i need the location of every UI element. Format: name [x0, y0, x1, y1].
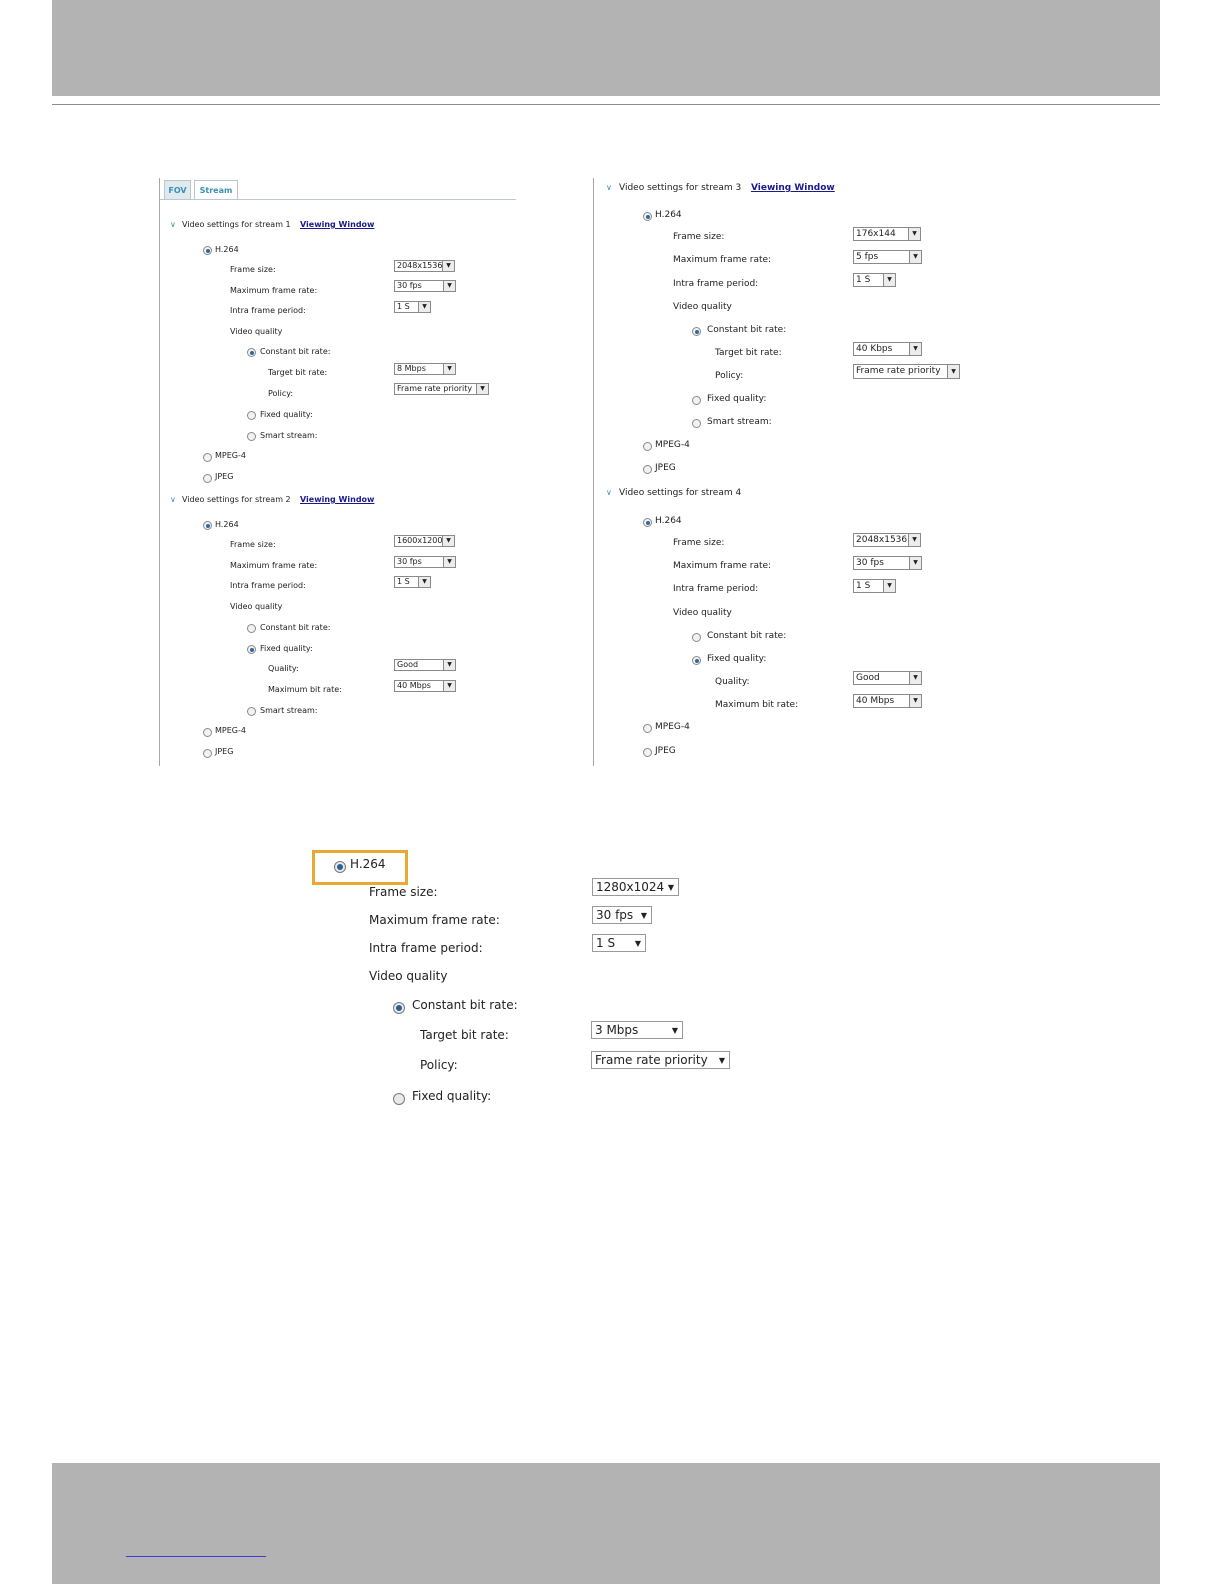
dropdown-arrow-icon: ▼: [442, 536, 454, 546]
stream2-frame-size-select[interactable]: 1600x1200 ▼: [394, 535, 455, 547]
zoom-h264-label: H.264: [350, 857, 386, 871]
zoom-cbr-radio[interactable]: [393, 1002, 405, 1014]
stream4-fixed-quality-radio[interactable]: [692, 656, 701, 665]
dropdown-arrow-icon: ▼: [442, 261, 454, 271]
stream1-smart-stream-radio[interactable]: [247, 432, 256, 441]
zoom-intra-select[interactable]: 1 S ▼: [592, 934, 646, 952]
stream4-fixed-quality-label: Fixed quality:: [707, 654, 767, 664]
stream2-quality-select[interactable]: Good ▼: [394, 659, 456, 671]
zoom-target-bitrate-select[interactable]: 3 Mbps ▼: [591, 1021, 683, 1039]
stream1-target-bitrate-select[interactable]: 8 Mbps ▼: [394, 363, 456, 375]
stream4-quality-select[interactable]: Good ▼: [853, 671, 922, 685]
stream1-intra-label: Intra frame period:: [230, 306, 306, 315]
stream2-jpeg-label: JPEG: [215, 747, 234, 756]
stream1-intra-select[interactable]: 1 S ▼: [394, 301, 431, 313]
dropdown-arrow-icon: ▼: [909, 251, 921, 263]
stream2-cbr-radio[interactable]: [247, 624, 256, 633]
chevron-down-icon: ▼: [718, 1056, 725, 1065]
stream2-h264-radio[interactable]: [203, 521, 212, 530]
header-divider: [52, 104, 1160, 105]
zoom-policy-select[interactable]: Frame rate priority ▼: [591, 1051, 730, 1069]
stream3-frame-size-label: Frame size:: [673, 232, 725, 242]
stream1-title: Video settings for stream 1: [182, 220, 291, 229]
stream3-smart-stream-label: Smart stream:: [707, 417, 772, 427]
dropdown-arrow-icon: ▼: [908, 534, 920, 546]
stream3-cbr-radio[interactable]: [692, 327, 701, 336]
zoom-video-quality-label: Video quality: [369, 969, 448, 983]
stream4-h264-radio[interactable]: [643, 518, 652, 527]
tab-fov[interactable]: FOV: [164, 180, 191, 200]
stream3-frame-rate-select[interactable]: 5 fps ▼: [853, 250, 922, 264]
stream3-mpeg4-label: MPEG-4: [655, 440, 690, 450]
dropdown-arrow-icon: ▼: [909, 343, 921, 355]
stream1-frame-rate-select[interactable]: 30 fps ▼: [394, 280, 456, 292]
stream-settings-panel-left: [159, 178, 520, 766]
chevron-down-icon: ▼: [667, 883, 674, 892]
stream1-h264-label: H.264: [215, 245, 239, 254]
zoom-policy-label: Policy:: [420, 1058, 458, 1072]
stream4-cbr-radio[interactable]: [692, 633, 701, 642]
stream1-frame-size-label: Frame size:: [230, 265, 276, 274]
zoom-fixed-quality-radio[interactable]: [393, 1093, 405, 1105]
stream3-frame-rate-label: Maximum frame rate:: [673, 255, 772, 265]
dropdown-arrow-icon: ▼: [908, 228, 920, 240]
dropdown-arrow-icon: ▼: [909, 557, 921, 569]
stream2-jpeg-radio[interactable]: [203, 749, 212, 758]
stream3-target-bitrate-label: Target bit rate:: [715, 348, 782, 358]
chevron-down-icon: ▼: [671, 1026, 678, 1035]
stream4-frame-size-select[interactable]: 2048x1536 ▼: [853, 533, 921, 547]
chevron-down-icon: ▼: [634, 939, 641, 948]
stream2-max-bitrate-label: Maximum bit rate:: [268, 685, 342, 694]
stream2-fixed-quality-label: Fixed quality:: [260, 644, 313, 653]
stream1-mpeg4-label: MPEG-4: [215, 451, 246, 460]
chevron-down-icon[interactable]: ∨: [606, 183, 612, 192]
stream4-max-bitrate-label: Maximum bit rate:: [715, 700, 799, 710]
stream4-video-quality-label: Video quality: [673, 608, 732, 618]
stream1-smart-stream-label: Smart stream:: [260, 431, 318, 440]
stream4-h264-label: H.264: [655, 516, 682, 526]
dropdown-arrow-icon: ▼: [443, 660, 455, 670]
stream1-viewing-window-link[interactable]: Viewing Window: [300, 220, 375, 229]
zoom-h264-radio[interactable]: [334, 861, 346, 873]
stream1-mpeg4-radio[interactable]: [203, 453, 212, 462]
stream3-h264-radio[interactable]: [643, 212, 652, 221]
stream2-smart-stream-label: Smart stream:: [260, 706, 318, 715]
stream3-smart-stream-radio[interactable]: [692, 419, 701, 428]
zoom-frame-rate-label: Maximum frame rate:: [369, 913, 500, 927]
dropdown-arrow-icon: ▼: [443, 681, 455, 691]
dropdown-arrow-icon: ▼: [883, 580, 895, 592]
stream1-fixed-quality-radio[interactable]: [247, 411, 256, 420]
stream4-frame-rate-select[interactable]: 30 fps ▼: [853, 556, 922, 570]
stream2-title: Video settings for stream 2: [182, 495, 291, 504]
stream1-policy-select[interactable]: Frame rate priority ▼: [394, 383, 489, 395]
stream2-video-quality-label: Video quality: [230, 602, 283, 611]
stream2-h264-label: H.264: [215, 520, 239, 529]
stream3-intra-label: Intra frame period:: [673, 279, 759, 289]
chevron-down-icon[interactable]: ∨: [170, 495, 176, 504]
stream2-frame-rate-select[interactable]: 30 fps ▼: [394, 556, 456, 568]
stream3-h264-label: H.264: [655, 210, 682, 220]
stream3-title: Video settings for stream 3: [619, 183, 742, 193]
stream4-frame-rate-label: Maximum frame rate:: [673, 561, 772, 571]
stream1-cbr-label: Constant bit rate:: [260, 347, 331, 356]
chevron-down-icon[interactable]: ∨: [170, 220, 176, 229]
stream3-cbr-label: Constant bit rate:: [707, 325, 787, 335]
stream3-target-bitrate-select[interactable]: 40 Kbps ▼: [853, 342, 922, 356]
dropdown-arrow-icon: ▼: [909, 672, 921, 684]
stream4-title: Video settings for stream 4: [619, 488, 742, 498]
dropdown-arrow-icon: ▼: [909, 695, 921, 707]
stream1-policy-label: Policy:: [268, 389, 294, 398]
stream3-policy-select[interactable]: Frame rate priority ▼: [853, 364, 960, 379]
stream4-jpeg-label: JPEG: [655, 746, 676, 756]
stream2-cbr-label: Constant bit rate:: [260, 623, 331, 632]
dropdown-arrow-icon: ▼: [443, 557, 455, 567]
stream1-jpeg-label: JPEG: [215, 472, 234, 481]
dropdown-arrow-icon: ▼: [476, 384, 488, 394]
stream1-frame-size-select[interactable]: 2048x1536 ▼: [394, 260, 455, 272]
stream2-frame-size-label: Frame size:: [230, 540, 276, 549]
stream4-intra-label: Intra frame period:: [673, 584, 759, 594]
stream3-jpeg-label: JPEG: [655, 463, 676, 473]
stream3-video-quality-label: Video quality: [673, 302, 732, 312]
zoom-frame-size-select[interactable]: 1280x1024 ▼: [592, 878, 679, 896]
stream4-quality-label: Quality:: [715, 677, 750, 687]
stream3-viewing-window-link[interactable]: Viewing Window: [751, 183, 835, 193]
dropdown-arrow-icon: ▼: [883, 274, 895, 286]
stream2-intra-label: Intra frame period:: [230, 581, 306, 590]
stream2-max-bitrate-select[interactable]: 40 Mbps ▼: [394, 680, 456, 692]
zoom-fixed-quality-label: Fixed quality:: [412, 1089, 492, 1103]
stream2-smart-stream-radio[interactable]: [247, 707, 256, 716]
stream1-target-bitrate-label: Target bit rate:: [268, 368, 328, 377]
stream1-h264-radio[interactable]: [203, 246, 212, 255]
header-bar: [52, 0, 1160, 96]
stream3-fixed-quality-radio[interactable]: [692, 396, 701, 405]
stream4-frame-size-label: Frame size:: [673, 538, 725, 548]
stream4-max-bitrate-select[interactable]: 40 Mbps ▼: [853, 694, 922, 708]
stream2-frame-rate-label: Maximum frame rate:: [230, 561, 318, 570]
dropdown-arrow-icon: ▼: [418, 302, 430, 312]
stream2-quality-label: Quality:: [268, 664, 299, 673]
zoom-intra-label: Intra frame period:: [369, 941, 483, 955]
dropdown-arrow-icon: ▼: [418, 577, 430, 587]
stream-settings-panel-right: [593, 178, 974, 766]
zoom-target-bitrate-label: Target bit rate:: [420, 1028, 509, 1042]
stream3-intra-select[interactable]: 1 S ▼: [853, 273, 896, 287]
stream4-intra-select[interactable]: 1 S ▼: [853, 579, 896, 593]
stream4-mpeg4-radio[interactable]: [643, 724, 652, 733]
stream2-mpeg4-radio[interactable]: [203, 728, 212, 737]
stream1-frame-rate-label: Maximum frame rate:: [230, 286, 318, 295]
stream1-fixed-quality-label: Fixed quality:: [260, 410, 313, 419]
chevron-down-icon[interactable]: ∨: [606, 488, 612, 497]
dropdown-arrow-icon: ▼: [443, 364, 455, 374]
dropdown-arrow-icon: ▼: [443, 281, 455, 291]
stream4-cbr-label: Constant bit rate:: [707, 631, 787, 641]
stream3-mpeg4-radio[interactable]: [643, 442, 652, 451]
stream1-jpeg-radio[interactable]: [203, 474, 212, 483]
tab-stream[interactable]: Stream: [194, 180, 238, 200]
stream3-policy-label: Policy:: [715, 371, 744, 381]
stream2-intra-select[interactable]: 1 S ▼: [394, 576, 431, 588]
dropdown-arrow-icon: ▼: [947, 365, 959, 378]
zoom-frame-rate-select[interactable]: 30 fps ▼: [592, 906, 652, 924]
stream4-mpeg4-label: MPEG-4: [655, 722, 690, 732]
stream2-mpeg4-label: MPEG-4: [215, 726, 246, 735]
stream4-jpeg-radio[interactable]: [643, 748, 652, 757]
stream3-fixed-quality-label: Fixed quality:: [707, 394, 767, 404]
stream3-frame-size-select[interactable]: 176x144 ▼: [853, 227, 921, 241]
zoom-cbr-label: Constant bit rate:: [412, 998, 518, 1012]
stream1-cbr-radio[interactable]: [247, 348, 256, 357]
chevron-down-icon: ▼: [640, 911, 647, 920]
footer-bar: [52, 1463, 1160, 1584]
stream1-video-quality-label: Video quality: [230, 327, 283, 336]
zoom-frame-size-label: Frame size:: [369, 885, 438, 899]
footer-link-underline[interactable]: [126, 1556, 266, 1557]
stream2-fixed-quality-radio[interactable]: [247, 645, 256, 654]
stream3-jpeg-radio[interactable]: [643, 465, 652, 474]
stream2-viewing-window-link[interactable]: Viewing Window: [300, 495, 375, 504]
tab-underline: [160, 199, 516, 200]
